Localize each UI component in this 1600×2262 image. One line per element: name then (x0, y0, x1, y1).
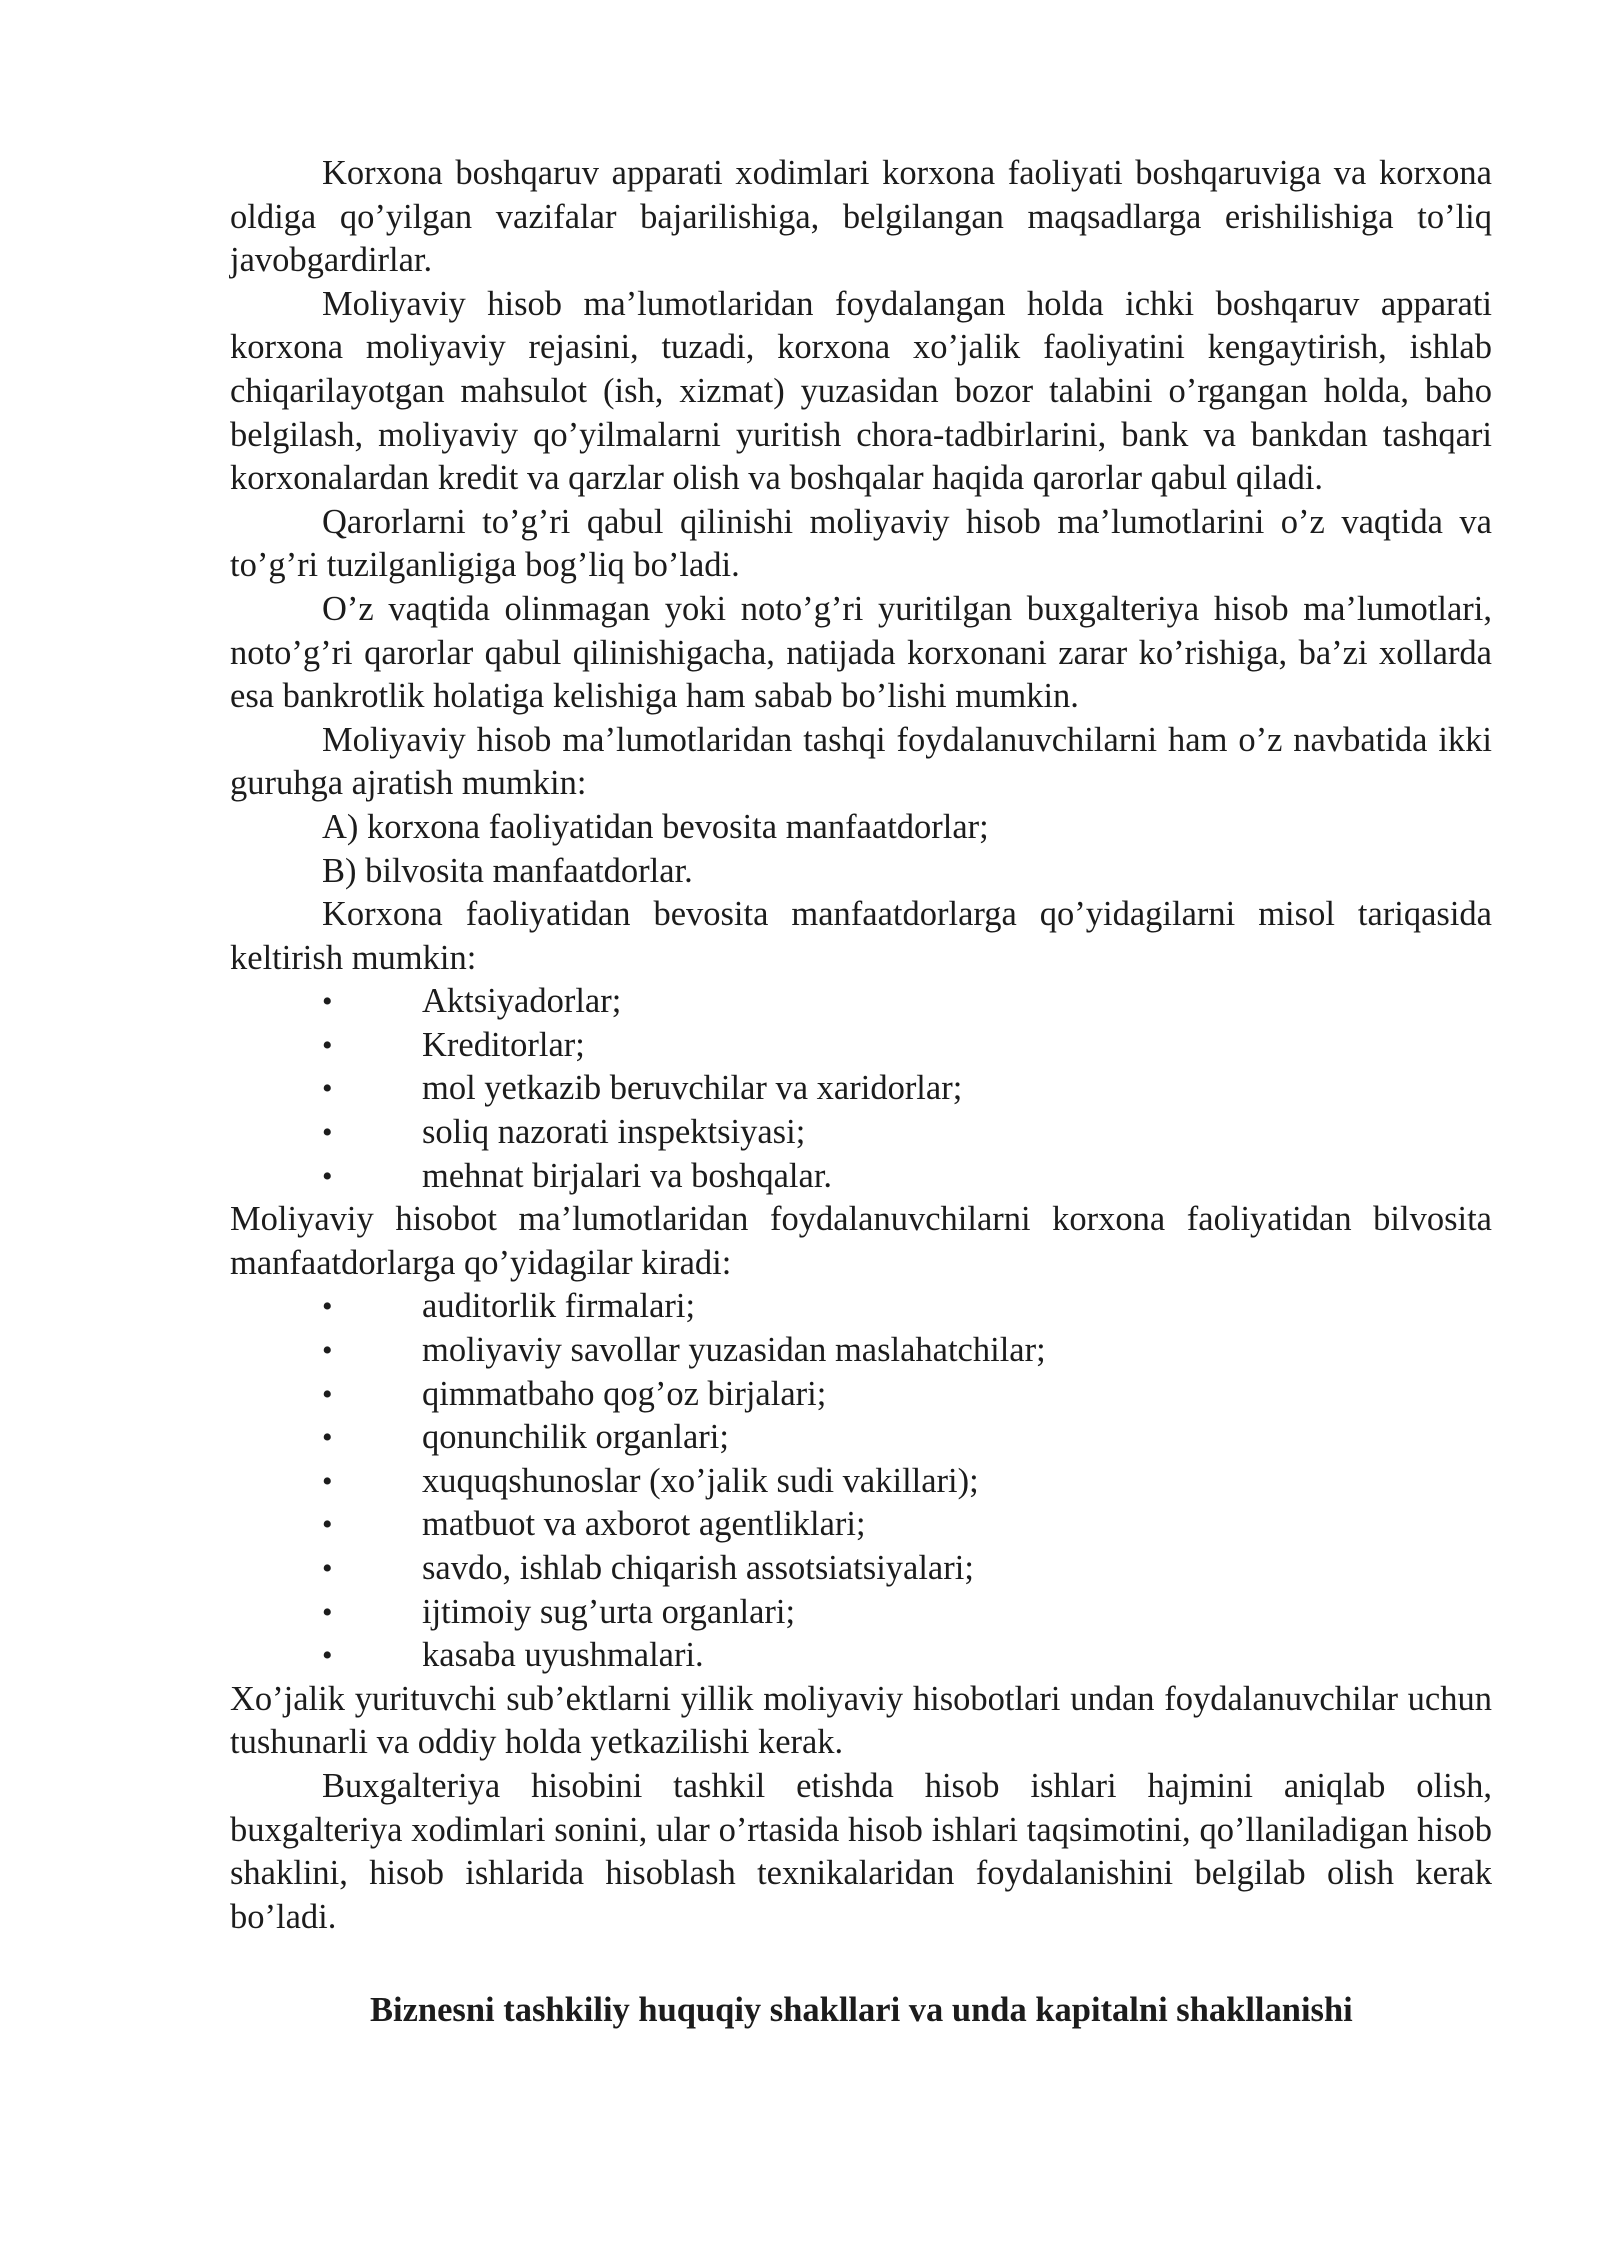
list-item (230, 1460, 1492, 1504)
bullet-icon: • (322, 1072, 333, 1106)
list-item-text: xuquqshunoslar (xo’jalik sudi vakillari); (422, 1461, 979, 1500)
list-item-text: auditorlik firmalari; (422, 1287, 696, 1326)
paragraph: Buxgalteriya hisobini tashkil etishda hisob ishlari hajmini aniqlab olish, buxgalteriya xodimlari sonini, ular o’rtasida hisob ishlari taqsimotini, qo’llaniladigan hisob shaklini, hisob ishlarida hisoblash texnikalaridan foydalanishini belgilab olish kerak bo’ladi. (230, 1766, 1492, 1936)
list-item (230, 1416, 1492, 1460)
list-item-text: ijtimoiy sug’urta organlari; (422, 1592, 796, 1631)
direct-stakeholders-list (230, 980, 1492, 1198)
indirect-stakeholders-intro: Moliyaviy hisobot ma’lumotlaridan foydalanuvchilarni korxona faoliyatidan bilvosita manfaatdorlarga qo’yidagilar kiradi: (230, 1200, 1492, 1282)
list-item (230, 1373, 1492, 1417)
list-item (230, 1547, 1492, 1591)
bullet-icon: • (322, 1639, 333, 1673)
list-item (230, 1024, 1492, 1068)
list-item-text: soliq nazorati inspektsiyasi; (422, 1113, 806, 1152)
list-item-text: matbuot va axborot agentliklari; (422, 1505, 866, 1544)
bullet-icon: • (322, 1377, 333, 1411)
paragraph: Xo’jalik yurituvchi sub’ektlarni yillik moliyaviy hisobotlari undan foydalanuvchilar uchun tushunarli va oddiy holda yetkazilishi kerak. (230, 1679, 1492, 1762)
paragraph: Qarorlarni to’g’ri qabul qilinishi moliyaviy hisob ma’lumotlarini o’z vaqtida va to’g’ri tuzilganligiga bog’liq bo’ladi. (230, 502, 1492, 585)
paragraph: Moliyaviy hisob ma’lumotlaridan foydalangan holda ichki boshqaruv apparati korxona moliyaviy rejasini, tuzadi, korxona xo’jalik faoliyatini kengaytirish, ishlab chiqarilayotgan mahsulot (ish, xizmat) yuzasidan bozor talabini o’rgangan holda, baho belgilash, moliyaviy qo’yilmalarni yuritish chora-tadbirlarini, bank va bankdan tashqari korxonalardan kredit va qarzlar olish va boshqalar haqida qarorlar qabul qiladi. (230, 284, 1492, 498)
group-b-item: B) bilvosita manfaatdorlar. (322, 851, 693, 890)
list-item-text: kasaba uyushmalari. (422, 1636, 704, 1675)
section-heading: Biznesni tashkiliy huquqiy shakllari va unda kapitalni shakllanishi (370, 1991, 1353, 2030)
list-item-text: moliyaviy savollar yuzasidan maslahatchilar; (422, 1331, 1046, 1370)
bullet-icon: • (322, 1421, 333, 1455)
bullet-icon: • (322, 1552, 333, 1585)
document-page (230, 152, 1492, 2033)
bullet-icon: • (322, 1028, 333, 1062)
list-item (230, 1503, 1492, 1547)
bullet-icon: • (322, 1159, 333, 1193)
list-item-text: Aktsiyadorlar; (422, 982, 622, 1021)
group-a-item: A) korxona faoliyatidan bevosita manfaatdorlar; (322, 807, 989, 846)
bullet-icon: • (322, 1334, 333, 1368)
bullet-icon: • (322, 1595, 333, 1629)
paragraph: Korxona boshqaruv apparati xodimlari korxona faoliyati boshqaruviga va korxona oldiga qo’yilgan vazifalar bajarilishiga, belgilangan maqsadlarga erishilishiga to’liq javobgardirlar. (230, 154, 1492, 280)
list-item (230, 1329, 1492, 1373)
bullet-icon: • (322, 1464, 333, 1498)
direct-stakeholders-intro: Korxona faoliyatidan bevosita manfaatdorlarga qo’yidagilarni misol tariqasida keltirish mumkin: (230, 895, 1492, 977)
bullet-icon: • (322, 1508, 333, 1542)
list-item-text: mehnat birjalari va boshqalar. (422, 1156, 833, 1195)
bullet-icon: • (322, 1290, 333, 1324)
bullet-icon: • (322, 985, 333, 1019)
bullet-icon: • (322, 1116, 333, 1150)
list-item-text: mol yetkazib beruvchilar va xaridorlar; (422, 1069, 963, 1108)
list-item (230, 1155, 1492, 1199)
list-item (230, 1285, 1492, 1329)
paragraph: Moliyaviy hisob ma’lumotlaridan tashqi foydalanuvchilarni ham o’z navbatida ikki guruhga ajratish mumkin: (230, 720, 1492, 803)
list-item (230, 980, 1492, 1024)
list-item-text: qimmatbaho qog’oz birjalari; (422, 1374, 827, 1413)
list-item (230, 1591, 1492, 1635)
list-item (230, 1111, 1492, 1155)
indirect-stakeholders-list (230, 1285, 1492, 1677)
list-item-text: savdo, ishlab chiqarish assotsiatsiyalari; (422, 1549, 974, 1587)
list-item-text: Kreditorlar; (422, 1025, 585, 1064)
list-item-text: qonunchilik organlari; (422, 1418, 729, 1457)
list-item (230, 1067, 1492, 1111)
paragraph: O’z vaqtida olinmagan yoki noto’g’ri yuritilgan buxgalteriya hisob ma’lumotlari, noto’g’ri qarorlar qabul qilinishigacha, natijada korxonani zarar ko’rishiga, ba’zi xollarda esa bankrotlik holatiga kelishiga ham sabab bo’lishi mumkin. (230, 589, 1492, 716)
list-item (230, 1634, 1492, 1678)
